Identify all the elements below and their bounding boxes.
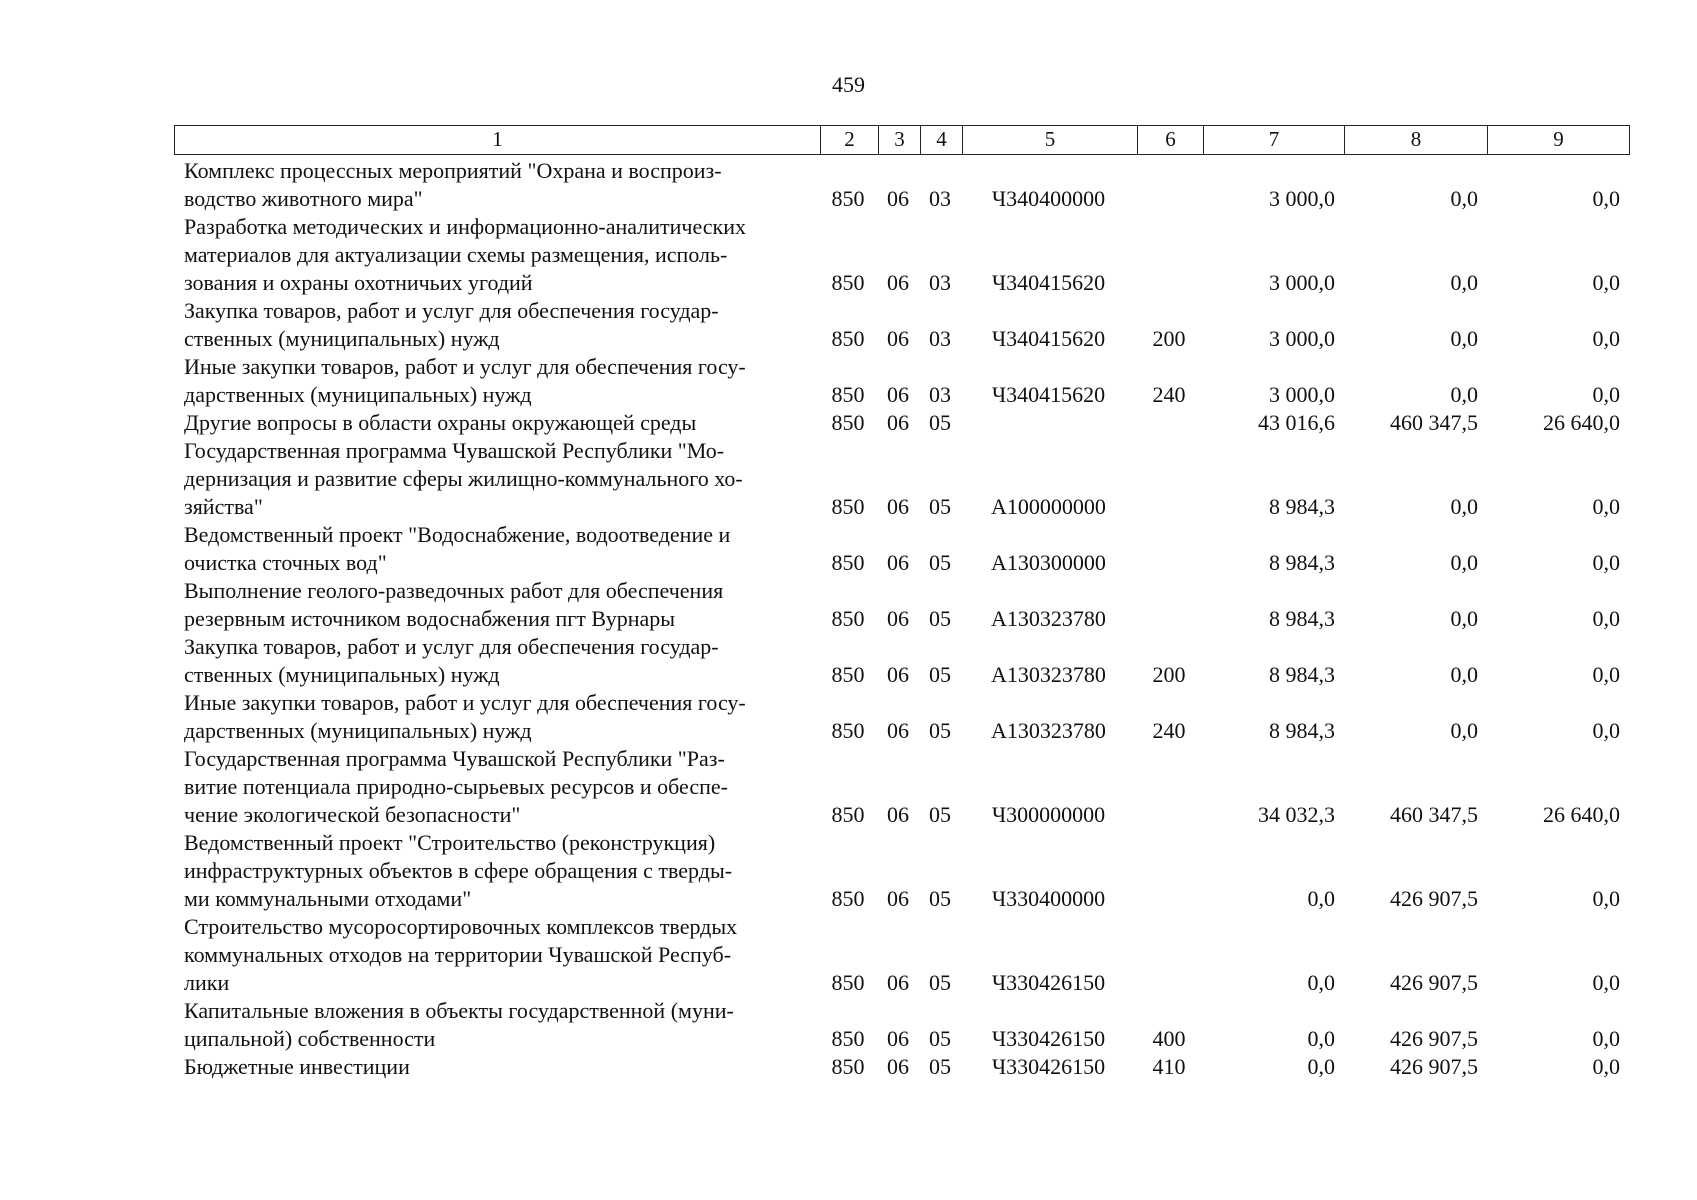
code-subsection: 05 — [929, 494, 951, 519]
header-col-7: 7 — [1203, 126, 1344, 154]
code-subsection: 05 — [929, 550, 951, 575]
amount-col-9: 0,0 — [1592, 550, 1620, 575]
row-description — [174, 633, 819, 689]
description-line: Капитальные вложения в объекты государственной (муни- — [184, 998, 734, 1023]
description-line: зования и охраны охотничьих угодий — [184, 270, 533, 295]
row-description — [174, 521, 819, 577]
code-subsection: 05 — [929, 1026, 951, 1051]
amount-col-7: 0,0 — [1307, 1054, 1335, 1079]
code-admin: 850 — [831, 970, 865, 995]
code-admin: 850 — [831, 662, 865, 687]
code-admin: 850 — [831, 802, 865, 827]
amount-col-9: 26 640,0 — [1543, 802, 1620, 827]
amount-col-7: 34 032,3 — [1258, 802, 1335, 827]
table-row — [174, 689, 1628, 745]
table-row — [174, 297, 1628, 353]
amount-col-8: 426 907,5 — [1390, 886, 1478, 911]
table-body — [174, 157, 1628, 1081]
code-section: 06 — [887, 382, 909, 407]
description-line: ми коммунальными отходами" — [184, 886, 472, 911]
code-admin: 850 — [831, 550, 865, 575]
amount-col-8: 426 907,5 — [1390, 1054, 1478, 1079]
code-subsection: 05 — [929, 662, 951, 687]
code-section: 06 — [887, 662, 909, 687]
description-line: дарственных (муниципальных) нужд — [184, 718, 532, 743]
code-admin: 850 — [831, 606, 865, 631]
code-subsection: 03 — [929, 326, 951, 351]
code-admin: 850 — [831, 382, 865, 407]
table-row — [174, 913, 1628, 997]
description-line: Ведомственный проект "Строительство (реконструкция) — [184, 830, 716, 855]
code-subsection: 05 — [929, 606, 951, 631]
amount-col-7: 0,0 — [1307, 886, 1335, 911]
row-description — [174, 745, 819, 829]
code-admin: 850 — [831, 410, 865, 435]
code-target: Ч330426150 — [991, 1026, 1106, 1051]
amount-col-7: 8 984,3 — [1269, 550, 1335, 575]
amount-col-8: 460 347,5 — [1390, 802, 1478, 827]
code-section: 06 — [887, 270, 909, 295]
code-subsection: 03 — [929, 186, 951, 211]
amount-col-9: 0,0 — [1592, 606, 1620, 631]
amount-col-7: 8 984,3 — [1269, 718, 1335, 743]
amount-col-8: 426 907,5 — [1390, 970, 1478, 995]
amount-col-7: 8 984,3 — [1269, 662, 1335, 687]
description-line: лики — [184, 970, 230, 995]
description-line: коммунальных отходов на территории Чувашской Респуб- — [184, 942, 732, 967]
table-row — [174, 353, 1628, 409]
code-expense-type: 200 — [1152, 662, 1186, 687]
table-row — [174, 409, 1628, 437]
row-description — [174, 297, 819, 353]
code-admin: 850 — [831, 1054, 865, 1079]
description-line: Государственная программа Чувашской Республики "Раз- — [184, 746, 725, 771]
code-section: 06 — [887, 186, 909, 211]
code-admin: 850 — [831, 1026, 865, 1051]
code-subsection: 05 — [929, 1054, 951, 1079]
code-subsection: 03 — [929, 382, 951, 407]
description-line: Закупка товаров, работ и услуг для обеспечения государ- — [184, 298, 719, 323]
code-section: 06 — [887, 494, 909, 519]
header-col-3: 3 — [878, 126, 920, 154]
amount-col-7: 8 984,3 — [1269, 494, 1335, 519]
code-subsection: 05 — [929, 886, 951, 911]
amount-col-7: 3 000,0 — [1269, 382, 1335, 407]
description-line: водство животного мира" — [184, 186, 423, 211]
amount-col-8: 460 347,5 — [1390, 410, 1478, 435]
code-expense-type: 200 — [1152, 326, 1186, 351]
code-target: Ч330426150 — [991, 1054, 1106, 1079]
code-target: Ч340415620 — [991, 270, 1106, 295]
description-line: материалов для актуализации схемы размещения, исполь- — [184, 242, 728, 267]
code-expense-type: 240 — [1152, 718, 1186, 743]
amount-col-8: 0,0 — [1450, 606, 1478, 631]
code-admin: 850 — [831, 886, 865, 911]
amount-col-9: 0,0 — [1592, 970, 1620, 995]
row-description — [174, 437, 819, 521]
description-line: Ведомственный проект "Водоснабжение, водоотведение и — [184, 522, 731, 547]
description-line: Комплекс процессных мероприятий "Охрана и воспроиз- — [184, 158, 722, 183]
header-col-6: 6 — [1137, 126, 1203, 154]
description-line: Строительство мусоросортировочных комплексов твердых — [184, 914, 738, 939]
code-target: А130323780 — [991, 662, 1106, 687]
amount-col-8: 0,0 — [1450, 494, 1478, 519]
description-line: Государственная программа Чувашской Республики "Мо- — [184, 438, 725, 463]
table-row — [174, 997, 1628, 1053]
table-row — [174, 633, 1628, 689]
code-section: 06 — [887, 550, 909, 575]
table-row — [174, 521, 1628, 577]
code-target: Ч340415620 — [991, 382, 1106, 407]
amount-col-9: 26 640,0 — [1543, 410, 1620, 435]
code-subsection: 05 — [929, 410, 951, 435]
amount-col-8: 0,0 — [1450, 186, 1478, 211]
amount-col-9: 0,0 — [1592, 326, 1620, 351]
code-target: А130300000 — [991, 550, 1106, 575]
description-line: Разработка методических и информационно-аналитических — [184, 214, 746, 239]
amount-col-7: 0,0 — [1307, 970, 1335, 995]
amount-col-7: 3 000,0 — [1269, 326, 1335, 351]
description-line: ственных (муниципальных) нужд — [184, 662, 500, 687]
table-row — [174, 577, 1628, 633]
amount-col-7: 3 000,0 — [1269, 186, 1335, 211]
header-col-8: 8 — [1344, 126, 1487, 154]
amount-col-8: 0,0 — [1450, 550, 1478, 575]
code-admin: 850 — [831, 326, 865, 351]
amount-col-9: 0,0 — [1592, 382, 1620, 407]
description-line: Бюджетные инвестиции — [184, 1054, 410, 1079]
amount-col-8: 426 907,5 — [1390, 1026, 1478, 1051]
header-col-1: 1 — [492, 127, 503, 151]
table-row — [174, 437, 1628, 521]
row-description — [174, 577, 819, 633]
description-line: Иные закупки товаров, работ и услуг для обеспечения госу- — [184, 690, 746, 715]
code-expense-type: 240 — [1152, 382, 1186, 407]
table-row — [174, 829, 1628, 913]
code-subsection: 05 — [929, 802, 951, 827]
description-line: инфраструктурных объектов в сфере обращения с тверды- — [184, 858, 733, 883]
code-section: 06 — [887, 1054, 909, 1079]
amount-col-9: 0,0 — [1592, 270, 1620, 295]
code-section: 06 — [887, 802, 909, 827]
code-section: 06 — [887, 970, 909, 995]
amount-col-9: 0,0 — [1592, 1026, 1620, 1051]
code-section: 06 — [887, 410, 909, 435]
amount-col-9: 0,0 — [1592, 886, 1620, 911]
header-col-2: 2 — [820, 126, 878, 154]
row-description — [174, 353, 819, 409]
amount-col-8: 0,0 — [1450, 718, 1478, 743]
amount-col-9: 0,0 — [1592, 662, 1620, 687]
description-line: очистка сточных вод" — [184, 550, 387, 575]
row-description — [174, 689, 819, 745]
amount-col-9: 0,0 — [1592, 1054, 1620, 1079]
code-admin: 850 — [831, 494, 865, 519]
amount-col-8: 0,0 — [1450, 326, 1478, 351]
amount-col-8: 0,0 — [1450, 270, 1478, 295]
amount-col-7: 3 000,0 — [1269, 270, 1335, 295]
code-admin: 850 — [831, 718, 865, 743]
code-section: 06 — [887, 886, 909, 911]
amount-col-7: 43 016,6 — [1258, 410, 1335, 435]
code-target: Ч340415620 — [991, 326, 1106, 351]
code-target: А130323780 — [991, 606, 1106, 631]
code-target: А130323780 — [991, 718, 1106, 743]
row-description — [174, 157, 819, 213]
amount-col-8: 0,0 — [1450, 382, 1478, 407]
description-line: зяйства" — [184, 494, 263, 519]
table-row — [174, 1053, 1628, 1081]
code-target: Ч300000000 — [991, 802, 1106, 827]
code-admin: 850 — [831, 270, 865, 295]
code-target: А100000000 — [991, 494, 1106, 519]
code-subsection: 05 — [929, 718, 951, 743]
row-description — [174, 913, 819, 997]
description-line: ципальной) собственности — [184, 1026, 436, 1051]
code-admin: 850 — [831, 186, 865, 211]
code-target: Ч330400000 — [991, 886, 1106, 911]
amount-col-7: 0,0 — [1307, 1026, 1335, 1051]
description-line: Закупка товаров, работ и услуг для обеспечения государ- — [184, 634, 719, 659]
code-target: Ч330426150 — [991, 970, 1106, 995]
amount-col-8: 0,0 — [1450, 662, 1478, 687]
code-subsection: 05 — [929, 970, 951, 995]
description-line: резервным источником водоснабжения пгт Вурнары — [184, 606, 676, 631]
page-number: 459 — [832, 72, 865, 97]
code-section: 06 — [887, 718, 909, 743]
description-line: Иные закупки товаров, работ и услуг для обеспечения госу- — [184, 354, 746, 379]
row-description — [174, 1053, 819, 1081]
description-line: дарственных (муниципальных) нужд — [184, 382, 532, 407]
header-col-5: 5 — [962, 126, 1137, 154]
table-row — [174, 157, 1628, 213]
amount-col-9: 0,0 — [1592, 718, 1620, 743]
row-description — [174, 213, 819, 297]
description-line: дернизация и развитие сферы жилищно-коммунального хо- — [184, 466, 743, 491]
code-expense-type: 410 — [1152, 1054, 1186, 1079]
table-row — [174, 213, 1628, 297]
code-target: Ч340400000 — [991, 186, 1106, 211]
code-expense-type: 400 — [1152, 1026, 1186, 1051]
table-header — [174, 125, 1630, 155]
row-description — [174, 997, 819, 1053]
row-description — [174, 409, 819, 437]
description-line: Другие вопросы в области охраны окружающей среды — [184, 410, 697, 435]
table-row — [174, 745, 1628, 829]
amount-col-9: 0,0 — [1592, 186, 1620, 211]
description-line: Выполнение геолого-разведочных работ для обеспечения — [184, 578, 724, 603]
description-line: витие потенциала природно-сырьевых ресурсов и обеспе- — [184, 774, 728, 799]
description-line: чение экологической безопасности" — [184, 802, 521, 827]
code-section: 06 — [887, 606, 909, 631]
amount-col-7: 8 984,3 — [1269, 606, 1335, 631]
amount-col-9: 0,0 — [1592, 494, 1620, 519]
row-description — [174, 829, 819, 913]
header-col-4: 4 — [920, 126, 962, 154]
code-subsection: 03 — [929, 270, 951, 295]
code-section: 06 — [887, 1026, 909, 1051]
header-col-9: 9 — [1487, 126, 1629, 154]
description-line: ственных (муниципальных) нужд — [184, 326, 500, 351]
code-section: 06 — [887, 326, 909, 351]
